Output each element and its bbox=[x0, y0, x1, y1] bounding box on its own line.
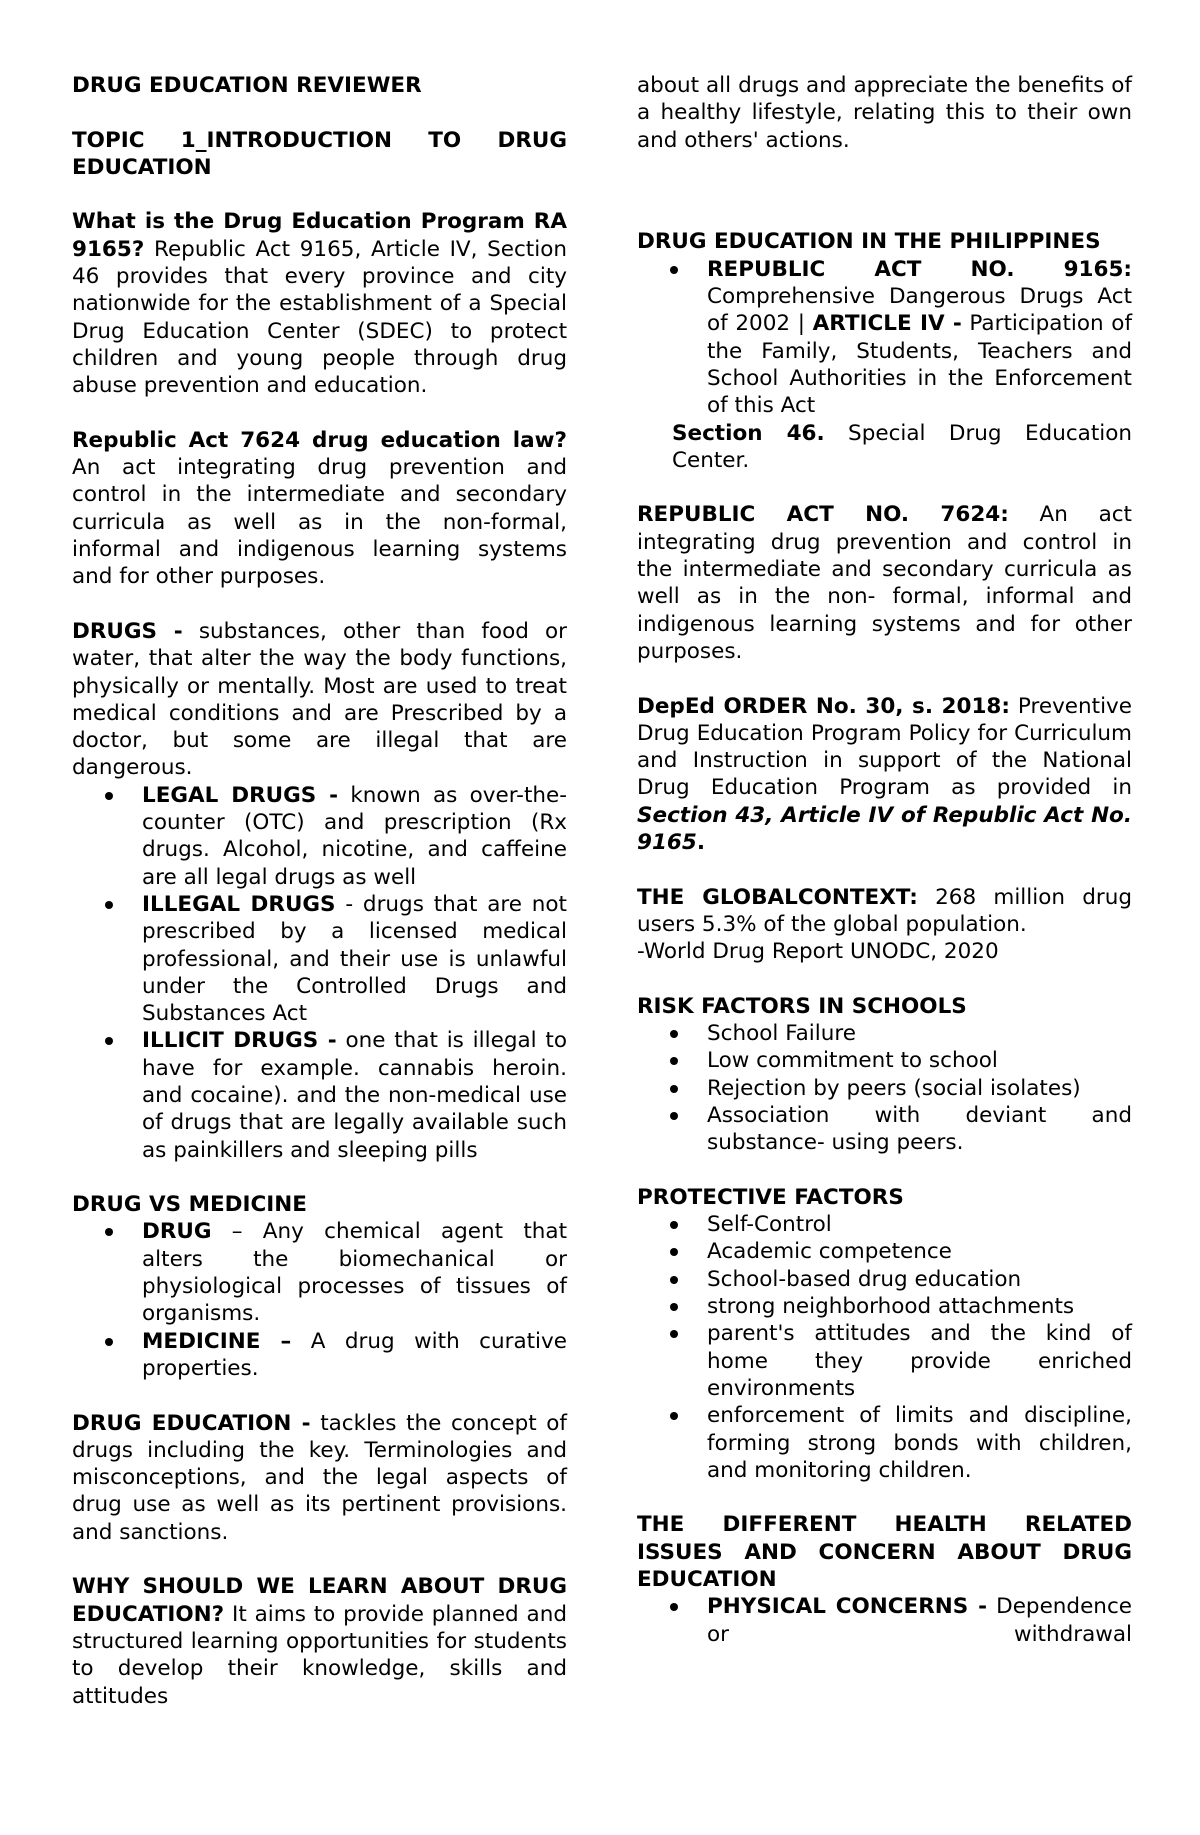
why-learn-label: WHY SHOULD WE LEARN ABOUT DRUG EDUCATION? bbox=[72, 1574, 567, 1627]
global-context-paragraph: THE GLOBALCONTEXT: 268 million drug users 5.3% of the global population. bbox=[637, 884, 1133, 937]
list-item: Rejection by peers (social isolates) bbox=[637, 1075, 1132, 1102]
list-item: parent's attitudes and the kind of home they provide enriched environments bbox=[637, 1320, 1132, 1402]
list-item: DRUG – Any chemical agent that alters the biomechanical or physiological processes of tissues of organisms. bbox=[72, 1218, 567, 1327]
list-item: REPUBLIC ACT NO. 9165: Comprehensive Dangerous Drugs Act of 2002 | ARTICLE IV - Participation of the Family, Students, Teachers and School Authorities in the Enforcement of this Act bbox=[637, 256, 1132, 420]
drugs-label: DRUGS - bbox=[72, 618, 183, 644]
health-issues-heading: THE DIFFERENT HEALTH RELATED ISSUES AND CONCERN ABOUT DRUG EDUCATION bbox=[637, 1512, 1132, 1593]
risk-factors-list bbox=[637, 1020, 1132, 1156]
drugs-definition bbox=[72, 618, 567, 782]
left-column bbox=[72, 72, 567, 1710]
list-item: ILLEGAL DRUGS - drugs that are not prescribed by a licensed medical professional, and their use is unlawful under the Controlled Drugs and Substances Act bbox=[72, 891, 567, 1027]
global-context-source: -World Drug Report UNODC, 2020 bbox=[637, 939, 999, 965]
protective-factors-heading: PROTECTIVE FACTORS bbox=[637, 1184, 904, 1210]
drug-vs-medicine-heading: DRUG VS MEDICINE bbox=[72, 1192, 307, 1218]
drug-types-list bbox=[72, 782, 567, 1164]
risk-factors-heading: RISK FACTORS IN SCHOOLS bbox=[637, 993, 967, 1019]
ra7624-question-label: Republic Act 7624 drug education law? bbox=[72, 427, 567, 453]
health-issues-list bbox=[637, 1593, 1132, 1648]
list-item: MEDICINE – A drug with curative properties. bbox=[72, 1328, 567, 1383]
ra9165-question-text: Republic Act 9165, Article IV, Section 46 provides that every province and city nationwide for the establishment of a Special Drug Education Center (SDEC) to protect children and young people through drug abuse prevention and education. bbox=[72, 236, 567, 399]
list-item: enforcement of limits and discipline, forming strong bonds with children, and monitoring children. bbox=[637, 1402, 1132, 1484]
list-item: School Failure bbox=[637, 1020, 1132, 1047]
list-item: Academic competence bbox=[637, 1238, 1132, 1265]
deped-order-paragraph: DepEd ORDER No. 30, s. 2018: Preventive Drug Education Program Policy for Curriculum and Instruction in support of the National Drug Education Program as provided in Section 43, Article IV of Republic Act No. 9165. bbox=[637, 693, 1132, 856]
section-46-line: Section 46. Special Drug Education Center. bbox=[672, 420, 1132, 473]
list-item: ILLICIT DRUGS - one that is illegal to have for example. cannabis heroin. and cocaine). and the non-medical use of drugs that are legally available such as painkillers and sleeping pills bbox=[72, 1027, 567, 1163]
protective-factors-list bbox=[637, 1211, 1132, 1484]
drug-education-text: tackles the concept of drugs including the key. Terminologies and misconceptions, and the legal aspects of drug use as well as its pertinent provisions. and sanctions. bbox=[72, 1410, 568, 1545]
ra7624-question-paragraph bbox=[72, 427, 567, 591]
topic-heading: TOPIC 1_INTRODUCTION TO DRUG EDUCATION bbox=[72, 127, 567, 180]
ra9165-question-paragraph bbox=[72, 208, 567, 399]
list-item: Self-Control bbox=[637, 1211, 1132, 1238]
drug-education-label: DRUG EDUCATION - bbox=[72, 1410, 311, 1436]
drug-education-definition bbox=[72, 1410, 567, 1546]
list-item: PHYSICAL CONCERNS - Dependence or withdrawal bbox=[637, 1593, 1132, 1648]
ra7624-question-text: An act integrating drug prevention and control in the intermediate and secondary curricula as well as in the non-formal, informal and indigenous learning systems and for other purposes. bbox=[72, 455, 567, 590]
list-item: strong neighborhood attachments bbox=[637, 1293, 1132, 1320]
document-title: DRUG EDUCATION REVIEWER bbox=[72, 73, 422, 98]
right-column bbox=[637, 72, 1132, 1648]
why-learn-text: It aims to provide planned and structured learning opportunities for students to develop their knowledge, skills and attitudes bbox=[72, 1601, 567, 1709]
ra7624-paragraph: REPUBLIC ACT NO. 7624: An act integrating drug prevention and control in the intermediate and secondary curricula as well as in the non- formal, informal and indigenous learning systems and for other purposes. bbox=[637, 502, 1132, 664]
continued-paragraph: about all drugs and appreciate the benefits of a healthy lifestyle, relating this to their own and others' actions. bbox=[637, 73, 1132, 153]
drugs-text: substances, other than food or water, that alter the way the body functions, physically or mentally. Most are used to treat medical conditions and are Prescribed by a doctor, but some are illegal that are dangerous. bbox=[72, 618, 567, 781]
list-item: Low commitment to school bbox=[637, 1047, 1132, 1074]
why-learn-paragraph bbox=[72, 1573, 567, 1709]
list-item: Association with deviant and substance- using peers. bbox=[637, 1102, 1132, 1157]
list-item: School-based drug education bbox=[637, 1266, 1132, 1293]
drug-vs-medicine-list bbox=[72, 1218, 567, 1382]
list-item: LEGAL DRUGS - known as over-the-counter (OTC) and prescription (Rx drugs. Alcohol, nicotine, and caffeine are all legal drugs as well bbox=[72, 782, 567, 891]
ra9165-list bbox=[637, 256, 1132, 420]
philippines-heading: DRUG EDUCATION IN THE PHILIPPINES bbox=[637, 229, 1101, 255]
ra9165-question-label: What is the Drug Education Program RA 9165? bbox=[72, 209, 567, 262]
